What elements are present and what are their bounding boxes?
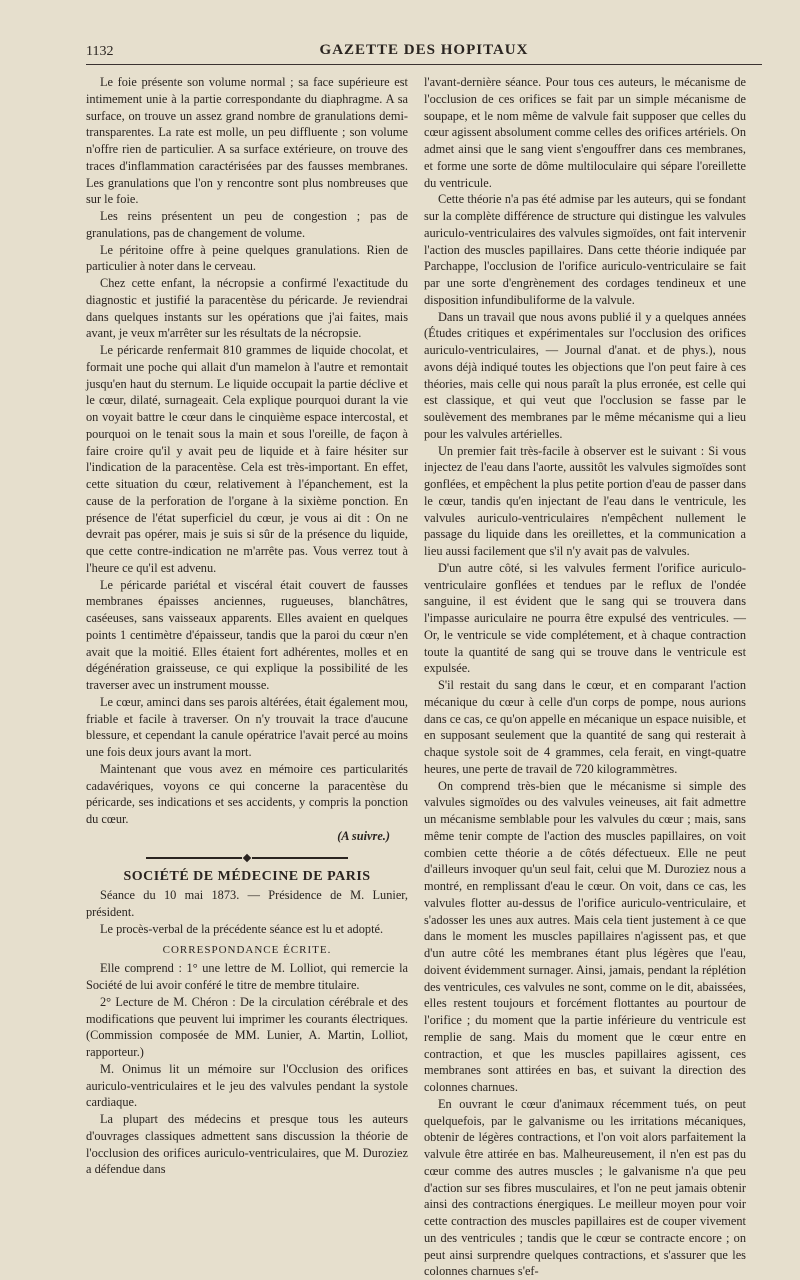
paragraph-valve-mechanism: l'avant-dernière séance. Pour tous ces auteurs, le mécanisme de l'occlusion de ces orifices se fait par un simple mécanisme de soupape, et le nom même de valvule fait supposer que celles du cœur agissent absolument comme celles des orifices artériels. On admet ainsi que le sang vient s'engouffrer dans ces membranes, et forme une sorte de dôme multiloculaire qui sépare l'oreillette du ventricule. <box>424 75 746 190</box>
paragraph-classic-theory: La plupart des médecins et presque tous les auteurs d'ouvrages classiques admettent sans discussion la théorie de l'occlusion des orifices auriculo-ventriculaires, que M. Duroziez a défendue dans <box>86 1112 408 1177</box>
paragraph-liver: Le foie présente son volume normal ; sa face supérieure est intimement unie à la partie correspondante du diaphragme. A sa surface, on trouve un assez grand nombre de granulations demi-transparentes. La rate est molle, un peu diffluente ; son volume n'offre rien de particulier. A sa surface extérieure, on trouve des traces d'inflammation caractérisées par des fausses membranes. Les granulations que l'on y rencontre sont plus nombreuses que sur le foie. <box>86 75 408 207</box>
header-rule <box>86 64 762 65</box>
right-column <box>424 74 746 1280</box>
paragraph-conclusion: Maintenant que vous avez en mémoire ces particularités cadavériques, voyons ce qui concerne la paracentèse du péricarde, ses indications et ses accidents, y compris la ponction du cœur. <box>86 761 408 826</box>
meeting-line: Séance du 10 mai 1873. — Présidence de M. Lunier, président. <box>86 888 408 919</box>
paragraph-first-fact: Un premier fait très-facile à observer est le suivant : Si vous injectez de l'eau dans l'aorte, aussitôt les valvules sigmoïdes sont gonflées, et empêchent la plus petite portion d'eau de passer dans le cœur, tandis qu'en injectant de l'eau dans le ventricule, les valvules auriculo-ventriculaires n'empêchent nullement le passage du liquide dans les oreillettes, et la communication a lieu aussi facilement que s'il n'y avait pas de valvules. <box>424 443 746 558</box>
page-number: 1132 <box>86 44 114 59</box>
paragraph-sigmoid-valves: On comprend très-bien que le mécanisme si simple des valvules sigmoïdes ou des valvules veineuses, ait fait admettre un mécanisme semblable pour les valvules du cœur ; mais, sans même tenir compte de l'action des muscles papillaires, on voit combien cette théorie a de côtés défectueux. Elle ne peut d'ailleurs invoquer qu'un seul fait, celui que M. Duroziez nous a montré, en remplissant d'eau le cœur. On voit, dans ce cas, les valvules flotter au-dessus de l'orifice auriculo-ventriculaire, et s'adosser les unes aux autres. Mais cela tient justement à ce que dans le moment les muscles papillaires n'agissent pas, et que d'un autre côté les membranes étant plus légères que l'eau, doivent évidemment surnager. Ainsi, jamais, pendant la réplétion des ventricules, ces valvules ne sont, comme on le dit, abaissées, elles restent toujours et forcément flottantes au pourtour de l'orifice ; du moment que la partie inférieure du ventricule est remplie de sang. Mais du moment que le cœur entre en contraction, et que les muscles papillaires agissent, ces membranes sont attirées en bas, et suivant la direction des colonnes charnues. <box>424 778 746 1094</box>
paragraph-pump-analogy: S'il restait du sang dans le cœur, et en comparant l'action mécanique du cœur à celle d'un corps de pompe, nous aurions dans ce cas, ce qu'on appelle en mécanique un espace nuisible, et en supposant seulement que la quantité de sang qui resterait à chaque systole soit de 4 grammes, cela ferait, en vingt-quatre heures, une perte de travail de 720 kilogrammètres. <box>424 678 746 776</box>
journal-title: GAZETTE DES HOPITAUX <box>319 42 529 58</box>
page-header <box>86 40 762 62</box>
onimus-memoir: M. Onimus lit un mémoire sur l'Occlusion des orifices auriculo-ventriculaires et le jeu des valvules pendant la systole cardiaque. <box>86 1061 408 1110</box>
paragraph-peritoneum: Le péritoine offre à peine quelques granulations. Rien de particulier à noter dans le cerveau. <box>86 242 408 274</box>
paragraph-previous-work: Dans un travail que nous avons publié il y a quelques années (Études critiques et expérimentales sur l'occlusion des orifices auriculo-ventriculaires, — Journal d'anat. et de phys.), nous avons déjà indiqué toutes les objections que l'on peut faire à ces théories, mais celle qui nous paraît la plus erronée, est celle qui est classique, et qui veut que l'occlusion se fasse par le soulèvement des membranes par le même mécanisme qui a lieu pour les valvules artérielles. <box>424 309 746 441</box>
paragraph-theory-authors: Cette théorie n'a pas été admise par les auteurs, qui se fondant sur la complète différence de structure qui distingue les valvules auriculo-ventriculaires des valvules sigmoïdes, ont fait intervenir l'action des muscles papillaires. Dans cette théorie indiquée par Parchappe, l'occlusion de l'orifice auriculo-ventriculaire se fait par une sorte d'engrènement des cordages tendineux et une disposition infundibuliforme de la valvule. <box>424 192 746 307</box>
paragraph-heart: Le cœur, aminci dans ses parois altérées, était également mou, friable et facile à traverser. On n'y trouvait la trace d'aucune blessure, et cependant la canule opératrice l'avait percé au moins une fois deux jours avant la mort. <box>86 694 408 759</box>
section-title: SOCIÉTÉ DE MÉDECINE DE PARIS <box>123 868 371 884</box>
correspondence-heading: CORRESPONDANCE ÉCRITE. <box>162 943 332 956</box>
minutes-line: Le procès-verbal de la précédente séance est lu et adopté. <box>100 921 384 936</box>
left-column <box>86 74 408 1178</box>
paragraph-necropsy: Chez cette enfant, la nécropsie a confirmé l'exactitude du diagnostic et justifié la paracentèse du péricarde. Je reviendrai dans quelques instants sur les opérations que j'ai faites, mais avant, je veux m'arrêter sur les résultats de la nécropsie. <box>86 276 408 341</box>
correspondence-item-2: 2° Lecture de M. Chéron : De la circulation cérébrale et des modifications que peuvent lui imprimer les courants électriques. (Commission composée de MM. Lunier, A. Martin, Lolliot, rapporteur.) <box>86 994 408 1059</box>
correspondence-item-1: Elle comprend : 1° une lettre de M. Lolliot, qui remercie la Société de lui avoir conféré le titre de membre titulaire. <box>86 961 408 992</box>
section-separator <box>86 849 408 861</box>
paragraph-pericardium: Le péricarde renfermait 810 grammes de liquide chocolat, et formait une poche qui allait d'un mamelon à l'autre et remontait jusqu'en haut du sternum. Le liquide occupait la partie déclive et le cœur, dilaté, surnageait. Cela explique pourquoi durant la vie on voyait battre le cœur dans le cinquième espace intercostal, et pourquoi on le tenait sous la main et sous l'oreille, de façon à faire croire qu'il y avait peu de liquide et à faire hésiter sur l'indication de la paracentèse. Cela est très-important. En effet, cette situation du cœur, relativement à l'épanchement, est la cause de la perforation de l'organe à la sixième ponction. En présence de l'état superficiel du cœur, je vous ai dit : On ne devrait pas opérer, mais je suis si sûr de la présence du liquide, que cette contre-indication ne m'arrête pas. Vous verrez tout à l'heure ce qu'il est advenu. <box>86 343 408 575</box>
to-follow-note: (A suivre.) <box>337 828 390 843</box>
paragraph-membranes: Le péricarde pariétal et viscéral était couvert de fausses membranes épaisses anciennes, rugueuses, blanchâtres, caséeuses, sans vaisseaux apparents. Elles avaient en quelques points 1 centimètre d'épaisseur, tandis que la paroi du cœur n'en avait que la moitié. Elles étaient fort adhérentes, molles et en dégénération graisseuse, ce qui explique la possibilité de les traverser avec un instrument mousse. <box>86 577 408 692</box>
paragraph-ventricle-emptying: D'un autre côté, si les valvules ferment l'orifice auriculo-ventriculaire gonflées et tendues par le reflux de l'ondée sanguine, il est évident que le sang qui se trouvera dans l'impasse auriculaire ne pourra être expulsé des ventricules. — Or, le ventricule se vide complétement, et à chaque contraction toute la quantité de sang qui se trouve dans le ventricule est expulsée. <box>424 560 746 676</box>
paragraph-animal-hearts: En ouvrant le cœur d'animaux récemment tués, on peut quelquefois, par le galvanisme ou les irritations mécaniques, obtenir de légères contractions, et l'on voit alors parfaitement la valvule être attirée en bas. Malheureusement, il n'en est pas du cœur comme des autres muscles ; le galvanisme n'a que peu d'action sur ses fibres musculaires, et l'on ne peut jamais obtenir ainsi des contractions énergiques. Le meilleur moyen pour voir cette contraction des muscles papillaires est de couper vivement un des ventricules ; tandis que le cœur se contracte encore ; on peut ainsi surprendre quelques contractions, et s'assurer que les colonnes charnues s'ef- <box>424 1096 746 1279</box>
paragraph-kidneys: Les reins présentent un peu de congestion ; pas de granulations, pas de changement de volume. <box>86 209 408 240</box>
